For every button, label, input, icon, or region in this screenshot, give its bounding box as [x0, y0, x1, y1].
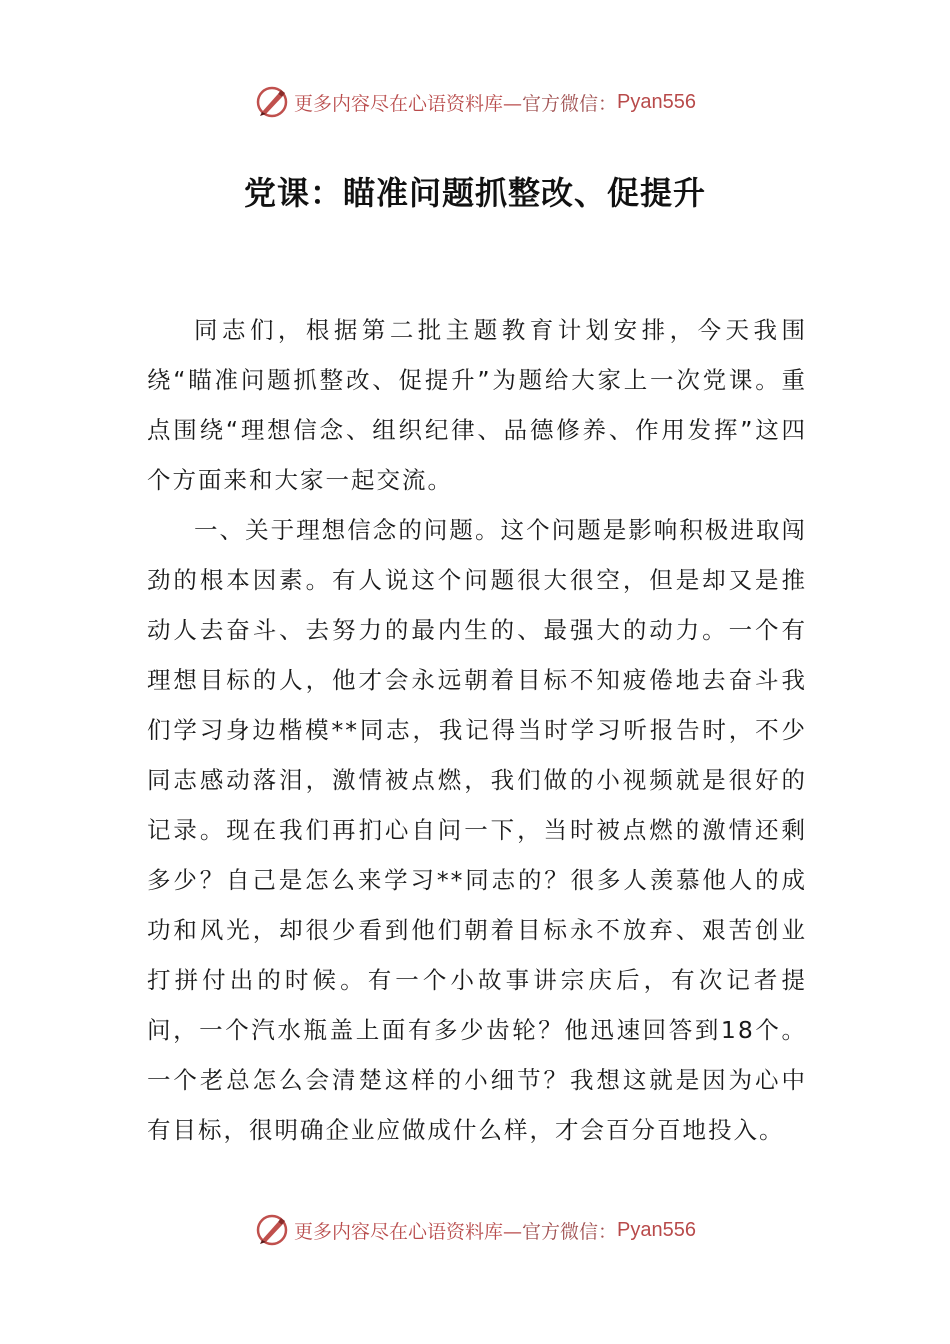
banner-wechat-id: Pyan556 [617, 90, 696, 113]
banner-text: 更多内容尽在心语资料库— [294, 92, 523, 115]
pen-logo-icon [254, 84, 290, 120]
document-body [147, 305, 807, 1155]
banner-wechat-label: 官方微信： [522, 1220, 618, 1243]
pen-logo-icon [254, 1212, 290, 1248]
paragraph-section-one: 一、关于理想信念的问题。这个问题是影响积极进取闯劲的根本因素。有人说这个问题很大很空，但是却又是推动人去奋斗、去努力的最内生的、最强大的动力。一个有理想目标的人，他才会永远朝着目标不知疲倦地去奋斗我们学习身边楷模**同志，我记得当时学习听报告时，不少同志感动落泪，激情被点燃，我们做的小视频就是很好的记录。现在我们再扪心自问一下，当时被点燃的激情还剩多少？自己是怎么来学习**同志的？很多人羡慕他人的成功和风光，却很少看到他们朝着目标永不放弃、艰苦创业打拼付出的时候。有一个小故事讲宗庆后，有次记者提问，一个汽水瓶盖上面有多少齿轮？他迅速回答到18个。一个老总怎么会清楚这样的小细节？我想这就是因为心中有目标，很明确企业应做成什么样，才会百分百地投入。 [147, 516, 807, 1144]
banner-wechat-label: 官方微信： [522, 92, 618, 115]
paragraph-intro: 同志们，根据第二批主题教育计划安排，今天我围绕“瞄准问题抓整改、促提升”为题给大家上一次党课。重点围绕“理想信念、组织纪律、品德修养、作用发挥”这四个方面来和大家一起交流。 [147, 316, 807, 494]
footer-banner [0, 1210, 950, 1250]
header-banner [0, 82, 950, 122]
banner-text: 更多内容尽在心语资料库— [294, 1220, 523, 1243]
banner-wechat-id: Pyan556 [617, 1218, 696, 1241]
page-title: 党课：瞄准问题抓整改、促提升 [243, 174, 706, 212]
